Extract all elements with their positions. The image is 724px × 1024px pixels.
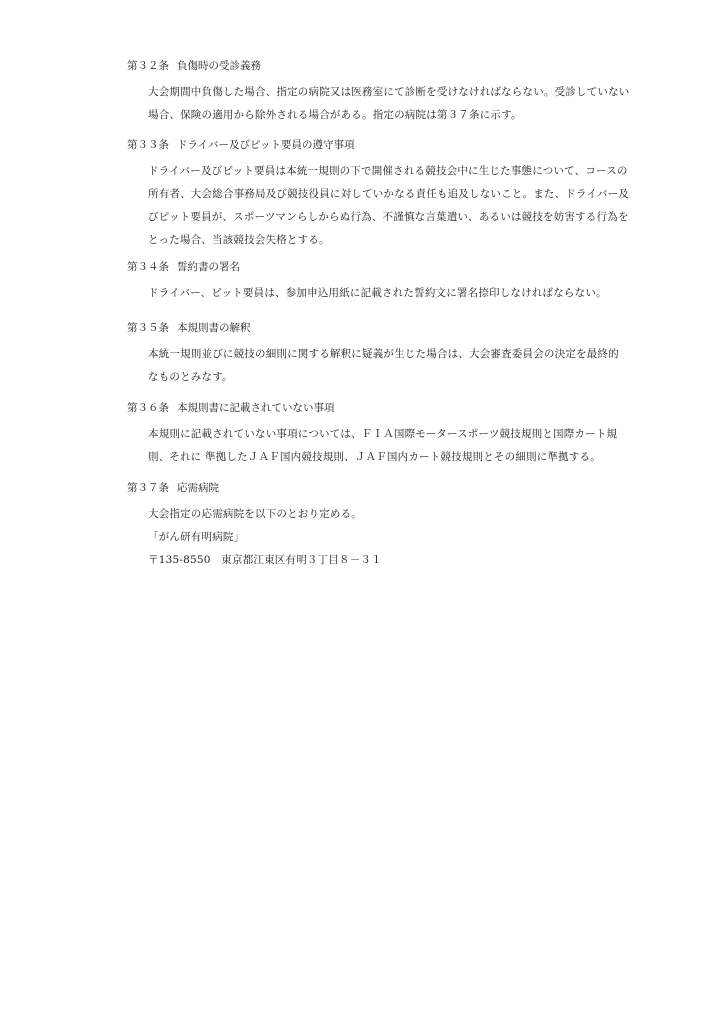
article-33 — [127, 137, 627, 252]
article-line: なものとみなす。 — [148, 371, 233, 383]
article-title: 本規則書の解釈 — [177, 322, 251, 334]
article-body — [148, 343, 627, 389]
article-heading — [127, 58, 627, 74]
article-line: 大会指定の応需病院を以下のとおり定める。 — [148, 508, 362, 520]
article-line: 場合、保険の適用から除外される場合がある。指定の病院は第３７条に示す。 — [148, 109, 522, 121]
article-heading — [127, 259, 627, 275]
article-32 — [127, 58, 630, 127]
article-37 — [127, 480, 627, 572]
article-body — [148, 503, 627, 572]
article-number: 第３４条 — [127, 261, 169, 273]
article-heading — [127, 137, 627, 153]
article-line: ドライバー、ピット要員は、参加申込用紙に記載された誓約文に署名捺印しなければならない。 — [148, 287, 607, 299]
article-line: 本規則に記載されていない事項については、ＦＩＡ国際モータースポーツ競技規則と国際カート規 — [148, 428, 618, 440]
article-number: 第３３条 — [127, 139, 169, 151]
article-title: 誓約書の署名 — [177, 261, 240, 273]
article-body — [148, 423, 627, 469]
article-number: 第３７条 — [127, 482, 169, 494]
article-title: ドライバー及びピット要員の遵守事項 — [177, 139, 355, 151]
article-body — [148, 160, 627, 252]
article-line: とった場合、当該競技会失格とする。 — [148, 234, 330, 246]
article-heading — [127, 320, 627, 336]
article-line: 則、それに 準拠したＪＡＦ国内競技規則、ＪＡＦ国内カート競技規則とその細則に準拠する。 — [148, 451, 601, 463]
article-body — [148, 282, 627, 305]
article-body — [148, 81, 630, 127]
article-line: びピット要員が、スポーツマンらしからぬ行為、不謹慎な言葉遣い、あるいは競技を妨害する行為を — [148, 211, 629, 223]
article-heading — [127, 480, 627, 496]
article-heading — [127, 400, 627, 416]
hospital-address: 〒135-8550 東京都江東区有明３丁目８－３１ — [148, 554, 382, 566]
article-title: 負傷時の受診義務 — [177, 60, 261, 72]
article-line: ドライバー及びピット要員は本統一規則の下で開催される競技会中に生じた事態について、コースの — [148, 165, 628, 177]
article-36 — [127, 400, 627, 469]
article-title: 応需病院 — [177, 482, 219, 494]
article-title: 本規則書に記載されていない事項 — [177, 402, 335, 414]
article-number: 第３５条 — [127, 322, 169, 334]
article-line: 本統一規則並びに競技の細則に関する解釈に疑義が生じた場合は、大会審査委員会の決定を最終的 — [148, 348, 619, 360]
article-line: 所有者、大会総合事務局及び競技役員に対していかなる責任も追及しないこと。また、ドライバー及 — [148, 188, 629, 200]
article-number: 第３２条 — [127, 60, 169, 72]
article-35 — [127, 320, 627, 389]
hospital-name: 「がん研有明病院」 — [148, 531, 245, 543]
article-34 — [127, 259, 627, 305]
article-line: 大会期間中負傷した場合、指定の病院又は医務室にて診断を受けなければならない。受診していない — [148, 86, 630, 98]
article-number: 第３６条 — [127, 402, 169, 414]
